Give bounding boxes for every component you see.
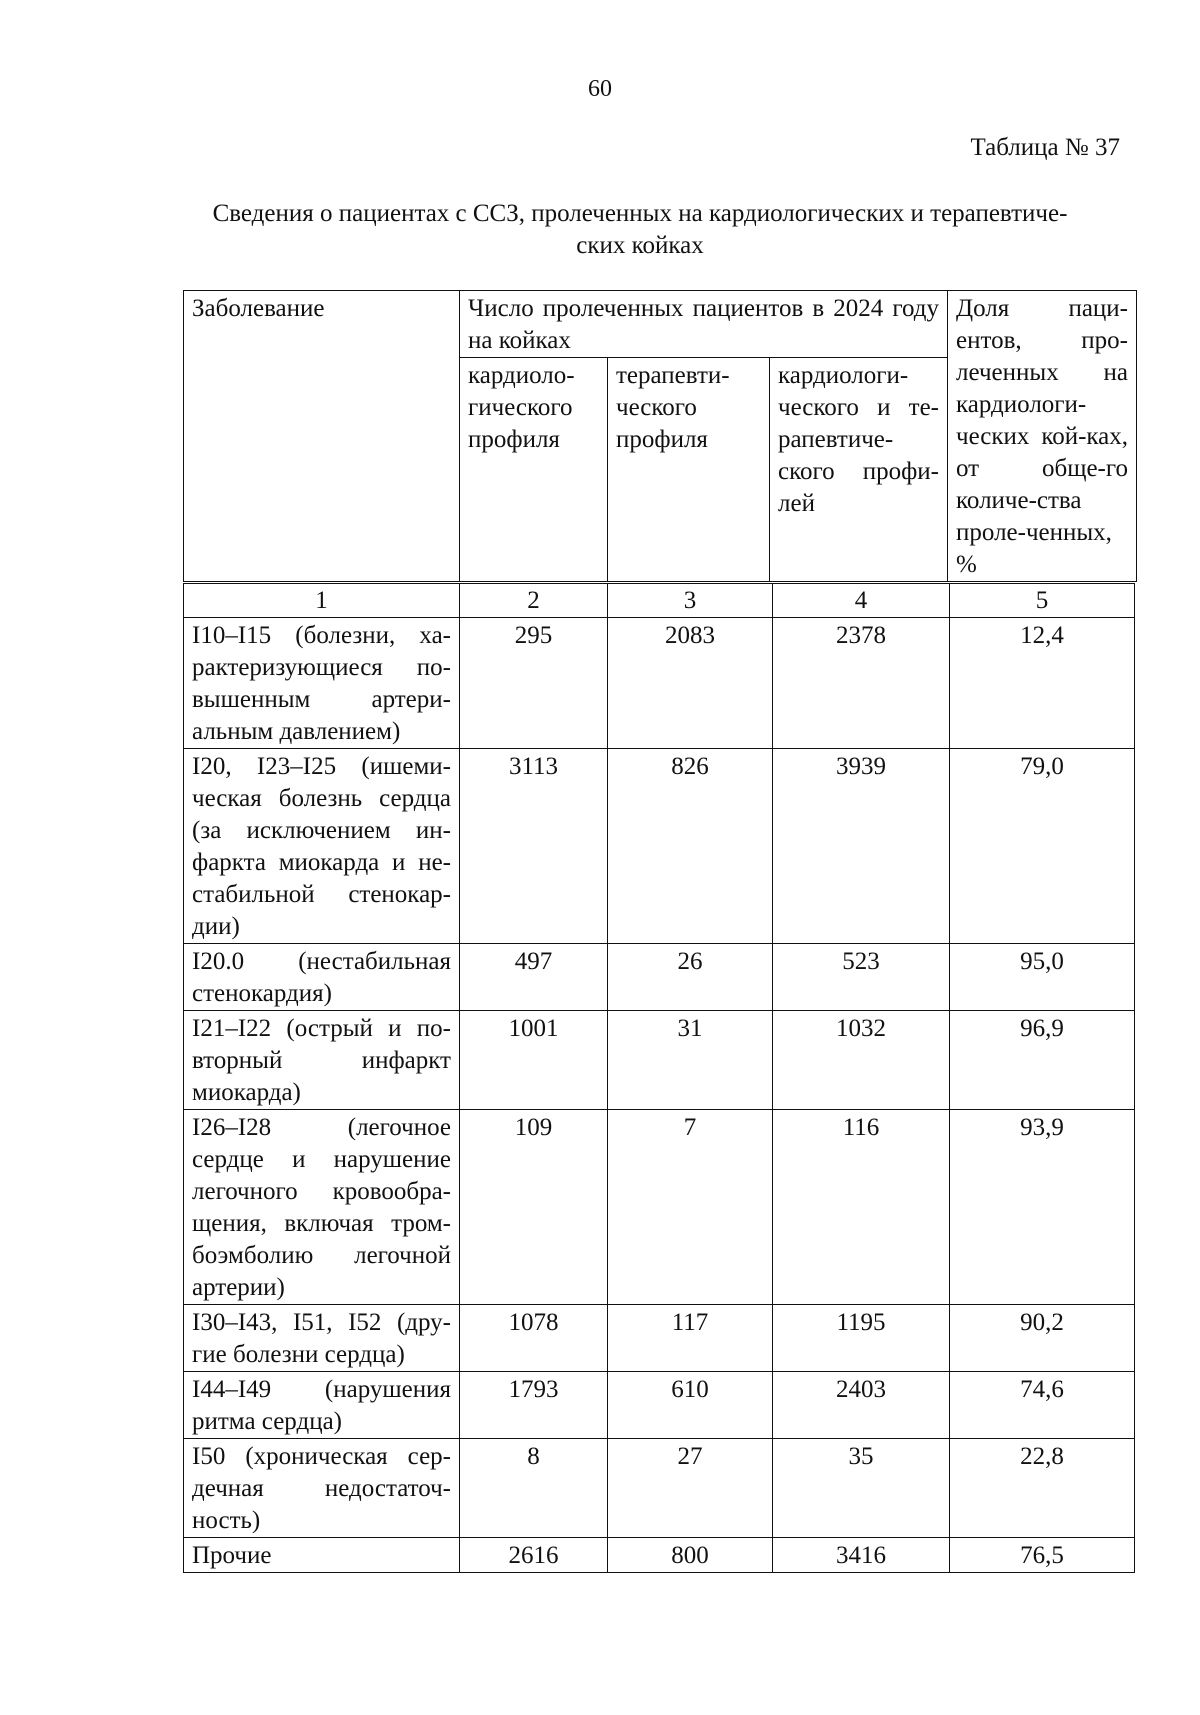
table-row bbox=[184, 944, 1135, 1011]
cardio-cell: 109 bbox=[460, 1110, 608, 1305]
therapy-cell: 7 bbox=[608, 1110, 773, 1305]
page-number: 60 bbox=[588, 76, 612, 102]
column-number: 5 bbox=[950, 584, 1135, 618]
table-row bbox=[184, 1305, 1135, 1372]
both-cell: 3416 bbox=[773, 1538, 950, 1573]
header-share: Доля паци-ентов, про-леченных на кардиологи-ческих кой-ках, от обще-го количе-ства проле-ченных, % bbox=[948, 291, 1137, 582]
column-number: 2 bbox=[460, 584, 608, 618]
share-cell: 79,0 bbox=[950, 749, 1135, 944]
header-treated-group: Число пролеченных пациентов в 2024 году на койках bbox=[460, 291, 948, 358]
both-cell: 35 bbox=[773, 1439, 950, 1538]
header-cardio-profile: кардиоло-гического профиля bbox=[460, 358, 608, 582]
header-therapy-profile: терапевти-ческого профиля bbox=[608, 358, 770, 582]
both-cell: 116 bbox=[773, 1110, 950, 1305]
cardio-cell: 497 bbox=[460, 944, 608, 1011]
table-row bbox=[184, 1439, 1135, 1538]
cardio-cell: 2616 bbox=[460, 1538, 608, 1573]
therapy-cell: 610 bbox=[608, 1372, 773, 1439]
column-number: 3 bbox=[608, 584, 773, 618]
both-cell: 2403 bbox=[773, 1372, 950, 1439]
disease-cell: Прочие bbox=[184, 1538, 460, 1573]
cardio-cell: 1078 bbox=[460, 1305, 608, 1372]
table-header bbox=[183, 290, 1137, 582]
disease-cell: I30–I43, I51, I52 (дру-гие болезни сердца) bbox=[184, 1305, 460, 1372]
therapy-cell: 26 bbox=[608, 944, 773, 1011]
disease-cell: I10–I15 (болезни, ха-рактеризующиеся по-вышенным артери-альным давлением) bbox=[184, 618, 460, 749]
disease-cell: I50 (хроническая сер-дечная недостаточ-ность) bbox=[184, 1439, 460, 1538]
share-cell: 93,9 bbox=[950, 1110, 1135, 1305]
title-line: Сведения о пациентах с ССЗ, пролеченных на кардиологических и терапевтиче- bbox=[212, 200, 1068, 227]
therapy-cell: 2083 bbox=[608, 618, 773, 749]
therapy-cell: 31 bbox=[608, 1011, 773, 1110]
share-cell: 96,9 bbox=[950, 1011, 1135, 1110]
both-cell: 3939 bbox=[773, 749, 950, 944]
cardio-cell: 3113 bbox=[460, 749, 608, 944]
disease-cell: I44–I49 (нарушения ритма сердца) bbox=[184, 1372, 460, 1439]
table-row bbox=[184, 749, 1135, 944]
column-number: 4 bbox=[773, 584, 950, 618]
share-cell: 74,6 bbox=[950, 1372, 1135, 1439]
both-cell: 2378 bbox=[773, 618, 950, 749]
therapy-cell: 826 bbox=[608, 749, 773, 944]
table-row bbox=[184, 1538, 1135, 1573]
share-cell: 95,0 bbox=[950, 944, 1135, 1011]
share-cell: 12,4 bbox=[950, 618, 1135, 749]
disease-cell: I26–I28 (легочное сердце и нарушение легочного кровообра-щения, включая тром-боэмболию легочной артерии) bbox=[184, 1110, 460, 1305]
table-row bbox=[184, 1110, 1135, 1305]
table-row bbox=[184, 618, 1135, 749]
cardio-cell: 8 bbox=[460, 1439, 608, 1538]
both-cell: 1032 bbox=[773, 1011, 950, 1110]
share-cell: 22,8 bbox=[950, 1439, 1135, 1538]
cardio-cell: 295 bbox=[460, 618, 608, 749]
share-cell: 90,2 bbox=[950, 1305, 1135, 1372]
both-cell: 523 bbox=[773, 944, 950, 1011]
cardio-cell: 1001 bbox=[460, 1011, 608, 1110]
document-title bbox=[150, 198, 1130, 262]
cardio-cell: 1793 bbox=[460, 1372, 608, 1439]
therapy-cell: 27 bbox=[608, 1439, 773, 1538]
header-both-profiles: кардиологи-ческого и те-рапевтиче-ского профи-лей bbox=[770, 358, 948, 582]
header-disease: Заболевание bbox=[184, 291, 460, 582]
therapy-cell: 117 bbox=[608, 1305, 773, 1372]
table-row bbox=[184, 1011, 1135, 1110]
column-number-row bbox=[184, 584, 1135, 618]
data-table bbox=[183, 583, 1135, 1573]
table-row bbox=[184, 1372, 1135, 1439]
column-number: 1 bbox=[184, 584, 460, 618]
disease-cell: I20, I23–I25 (ишеми-ческая болезнь сердца (за исключением ин-фаркта миокарда и не-стабильной стенокар-дии) bbox=[184, 749, 460, 944]
title-line: ских койках bbox=[576, 232, 704, 259]
disease-cell: I21–I22 (острый и по-вторный инфаркт миокарда) bbox=[184, 1011, 460, 1110]
share-cell: 76,5 bbox=[950, 1538, 1135, 1573]
disease-cell: I20.0 (нестабильная стенокардия) bbox=[184, 944, 460, 1011]
table-label: Таблица № 37 bbox=[970, 134, 1120, 161]
both-cell: 1195 bbox=[773, 1305, 950, 1372]
therapy-cell: 800 bbox=[608, 1538, 773, 1573]
